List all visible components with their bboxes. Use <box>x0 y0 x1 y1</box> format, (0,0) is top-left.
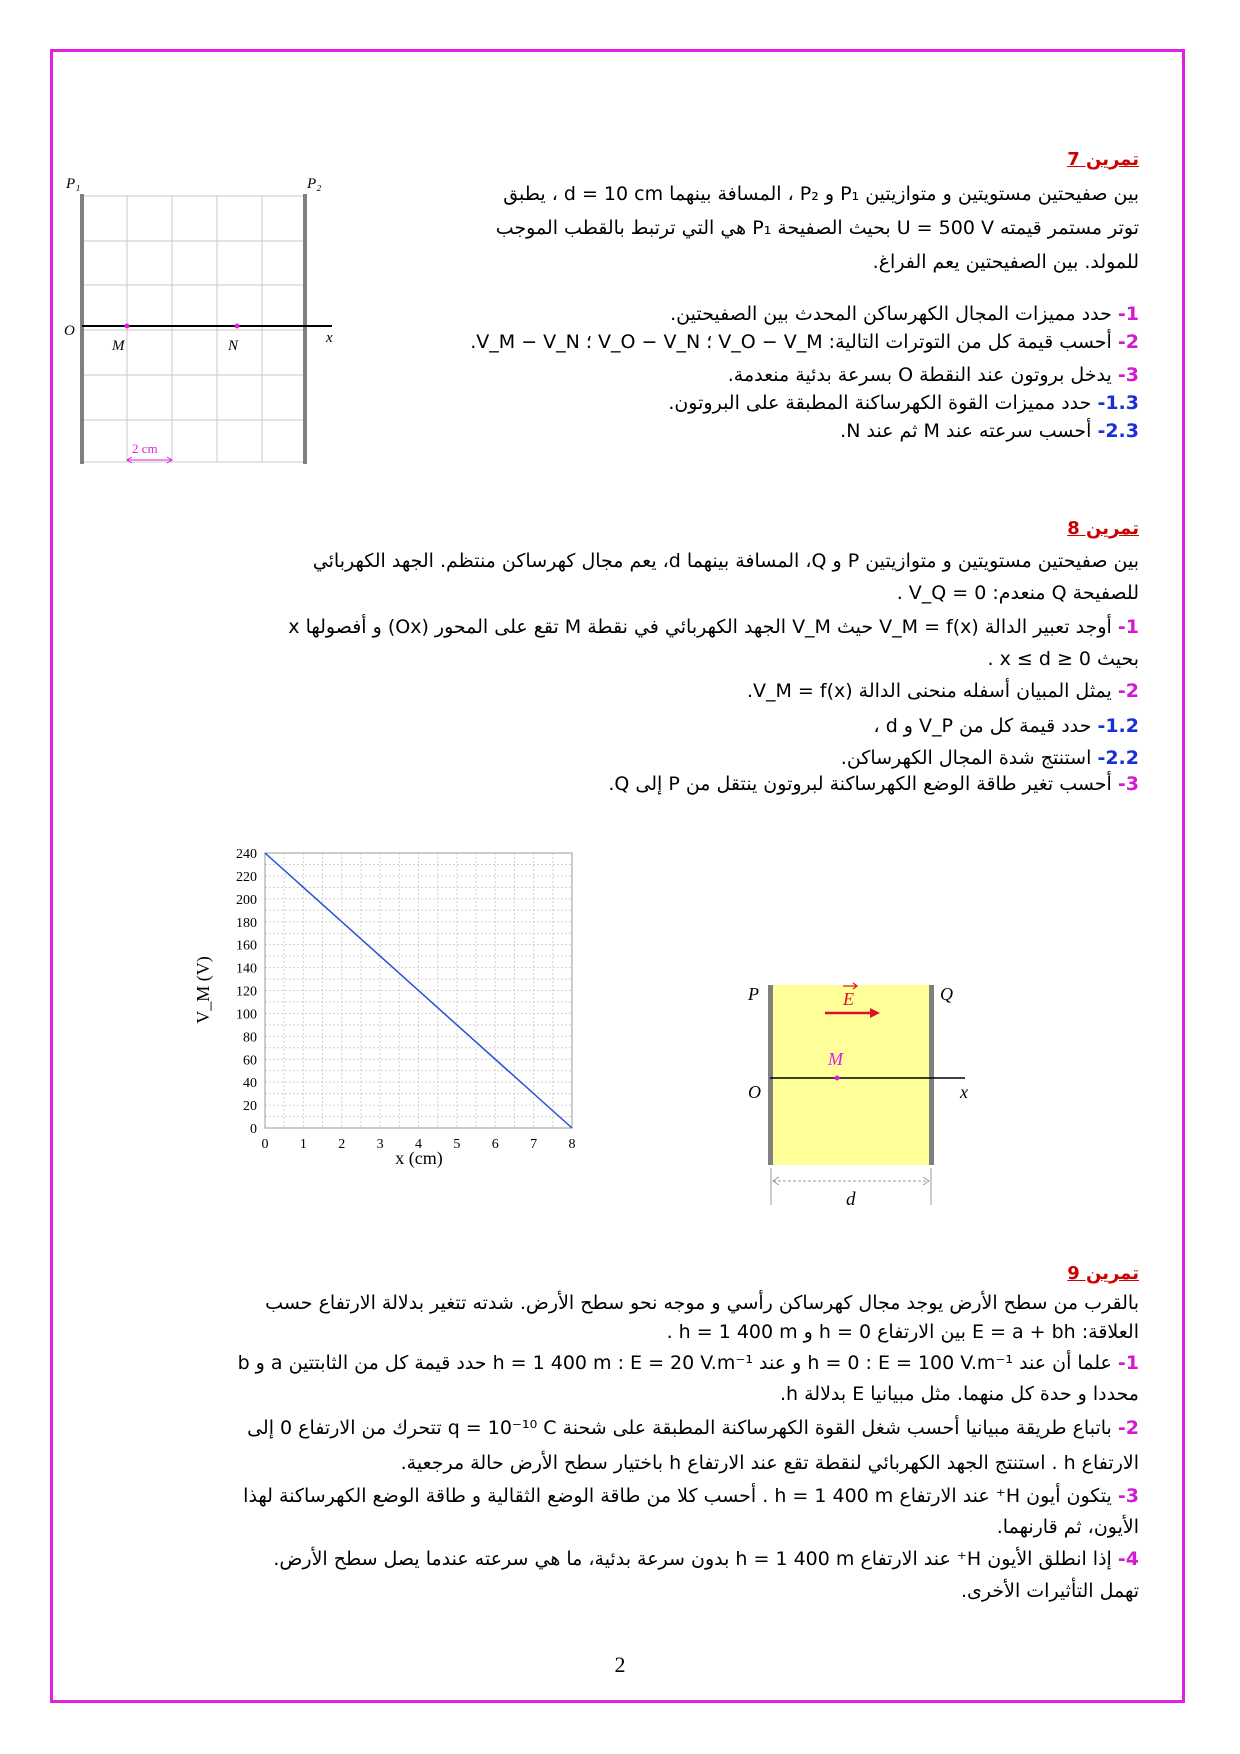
point-n <box>235 324 240 329</box>
exercise-9-intro-1: بالقرب من سطح الأرض يوجد مجال كهرساكن رأسي و موجه نحو سطح الأرض. شدته تتغير بدلالة الارتفاع حسب <box>265 1292 1139 1314</box>
label-o: O <box>748 1082 761 1102</box>
label-x: x <box>960 1082 968 1102</box>
question-item: 4- إذا انطلق الأيون H⁺ عند الارتفاع h = 1 400 m بدون سرعة بدئية، ما هي سرعته عندما يصل سطح الأرض. <box>273 1548 1139 1570</box>
label-q: Q <box>940 984 953 1004</box>
label-p1: P₁ <box>66 176 81 192</box>
question-item: 1- أوجد تعبير الدالة V_M = f(x) حيث V_M الجهد الكهربائي في نقطة M تقع على المحور (Ox) و أفصولها x <box>288 616 1139 638</box>
label-n: N <box>228 338 239 354</box>
x-tick-label: 7 <box>530 1137 538 1152</box>
label-m: M <box>112 338 125 354</box>
label-p: P <box>748 984 759 1004</box>
exercise-9 <box>238 1260 1139 1604</box>
x-tick-label: 2 <box>338 1137 346 1152</box>
question-item: محددا و حدة كل منهما. مثل مبيانيا E بدلالة h. <box>779 1383 1139 1405</box>
question-item: 2- أحسب قيمة كل من التوترات التالية: V_O − V_M ؛ V_O − V_N ؛ V_M − V_N. <box>470 331 1139 353</box>
vm-vs-x-chart <box>185 840 595 1230</box>
x-tick-label: 6 <box>491 1137 499 1152</box>
label-d: d <box>846 1189 856 1210</box>
question-item: بحيث 0 ≤ x ≤ d . <box>987 648 1139 670</box>
question-item: 1.3- حدد مميزات القوة الكهرساكنة المطبقة على البروتون. <box>668 392 1139 414</box>
point-m <box>125 324 130 329</box>
question-item: 1- علما أن عند h = 0 : E = 100 V.m⁻¹ و عند h = 1 400 m : E = 20 V.m⁻¹ حدد قيمة كل من الثابتتين a و b <box>237 1352 1139 1374</box>
ex8-plates-figure <box>740 975 990 1210</box>
y-tick-label: 80 <box>243 1030 257 1046</box>
x-tick-label: 1 <box>299 1137 307 1152</box>
label-o: O <box>64 323 75 339</box>
y-tick-label: 0 <box>250 1122 257 1137</box>
x-tick-label: 3 <box>376 1137 384 1152</box>
y-tick-labels <box>236 847 257 1137</box>
y-tick-label: 140 <box>236 961 257 977</box>
exercise-9-intro-2: العلاقة: E = a + bh بين الارتفاع h = 0 و h = 1 400 m . <box>666 1321 1139 1343</box>
label-2cm: 2 cm <box>132 441 158 456</box>
exercise-7 <box>496 143 1139 279</box>
exercise-7-title: تمرين 7 <box>1067 149 1139 170</box>
question-item: الارتفاع h . استنتج الجهد الكهربائي لنقطة تقع عند الارتفاع h باختيار سطح الأرض حالة مرجعية. <box>400 1452 1139 1474</box>
y-tick-label: 120 <box>236 984 257 1000</box>
question-item: 1- حدد مميزات المجال الكهرساكن المحدث بين الصفيحتين. <box>670 303 1139 325</box>
exercise-7-intro-1: بين صفيحتين مستويتين و متوازيتين P₁ و P₂ ، المسافة بينهما d = 10 cm ، يطبق <box>503 183 1139 205</box>
question-item: 2.2- استنتج شدة المجال الكهرساكن. <box>840 747 1139 769</box>
y-tick-label: 240 <box>236 847 257 862</box>
y-tick-label: 200 <box>236 892 257 908</box>
exercise-7-questions <box>470 300 1139 445</box>
exercise-8-intro-1: بين صفيحتين مستويتين و متوازيتين P و Q، المسافة بينهما d، يعم مجال كهرساكن منتظم. الجهد الكهربائي <box>312 550 1139 572</box>
point-m <box>835 1076 840 1081</box>
exercise-7-intro-2: توتر مستمر قيمته U = 500 V بحيث الصفيحة P₁ هي التي ترتبط بالقطب الموجب <box>495 217 1139 239</box>
exercise-8 <box>288 512 1139 796</box>
page-number: 2 <box>614 1652 626 1677</box>
y-tick-label: 60 <box>243 1053 257 1069</box>
question-item: 1.2- حدد قيمة كل من V_P و d ، <box>873 715 1139 737</box>
y-tick-label: 160 <box>236 938 257 954</box>
x-tick-label: 8 <box>568 1137 576 1152</box>
x-tick-label: 4 <box>415 1137 422 1152</box>
y-tick-label: 180 <box>236 915 257 931</box>
label-x: x <box>326 330 333 346</box>
y-axis-label: V_M (V) <box>193 956 213 1024</box>
question-item: تهمل التأثيرات الأخرى. <box>960 1580 1139 1602</box>
question-item: 3- يتكون أيون H⁺ عند الارتفاع h = 1 400 m . أحسب كلا من طاقة الوضع الثقالية و طاقة الوضع الكهرساكنة لهذا <box>243 1485 1139 1507</box>
label-e: E <box>843 989 854 1009</box>
question-item: 3- يدخل بروتون عند النقطة O بسرعة بدئية منعدمة. <box>727 364 1139 386</box>
plate-p2 <box>303 194 307 464</box>
y-tick-label: 220 <box>236 869 257 885</box>
plate-q <box>929 985 934 1165</box>
label-p2: P₂ <box>307 176 322 192</box>
exercise-7-intro-3: للمولد. بين الصفيحتين يعم الفراغ. <box>872 251 1139 273</box>
x-tick-label: 0 <box>261 1137 269 1152</box>
label-m: M <box>828 1049 843 1069</box>
y-tick-label: 100 <box>236 1007 257 1023</box>
exercise-8-intro-2: للصفيحة Q منعدم: V_Q = 0 . <box>896 582 1139 604</box>
question-item: 2.3- أحسب سرعته عند M ثم عند N. <box>840 420 1139 442</box>
exercise-9-title: تمرين 9 <box>1067 1263 1139 1284</box>
exercise-8-title: تمرين 8 <box>1067 518 1139 539</box>
plate-p <box>768 985 773 1165</box>
y-tick-label: 40 <box>243 1076 257 1092</box>
x-axis-label: x (cm) <box>395 1148 443 1168</box>
question-item: 3- أحسب تغير طاقة الوضع الكهرساكنة لبروتون ينتقل من P إلى Q. <box>608 773 1139 795</box>
question-item: 2- يمثل المبيان أسفله منحنى الدالة V_M = f(x). <box>746 680 1139 702</box>
x-tick-label: 5 <box>453 1137 461 1152</box>
ex7-plates-figure <box>60 170 350 475</box>
question-item: الأيون، ثم قارنهما. <box>996 1516 1139 1538</box>
question-item: 2- باتباع طريقة مبيانيا أحسب شغل القوة الكهرساكنة المطبقة على شحنة q = 10⁻¹⁰ C تتحرك من الارتفاع 0 إلى <box>247 1417 1139 1439</box>
y-tick-label: 20 <box>243 1099 257 1115</box>
plate-p1 <box>80 194 84 464</box>
